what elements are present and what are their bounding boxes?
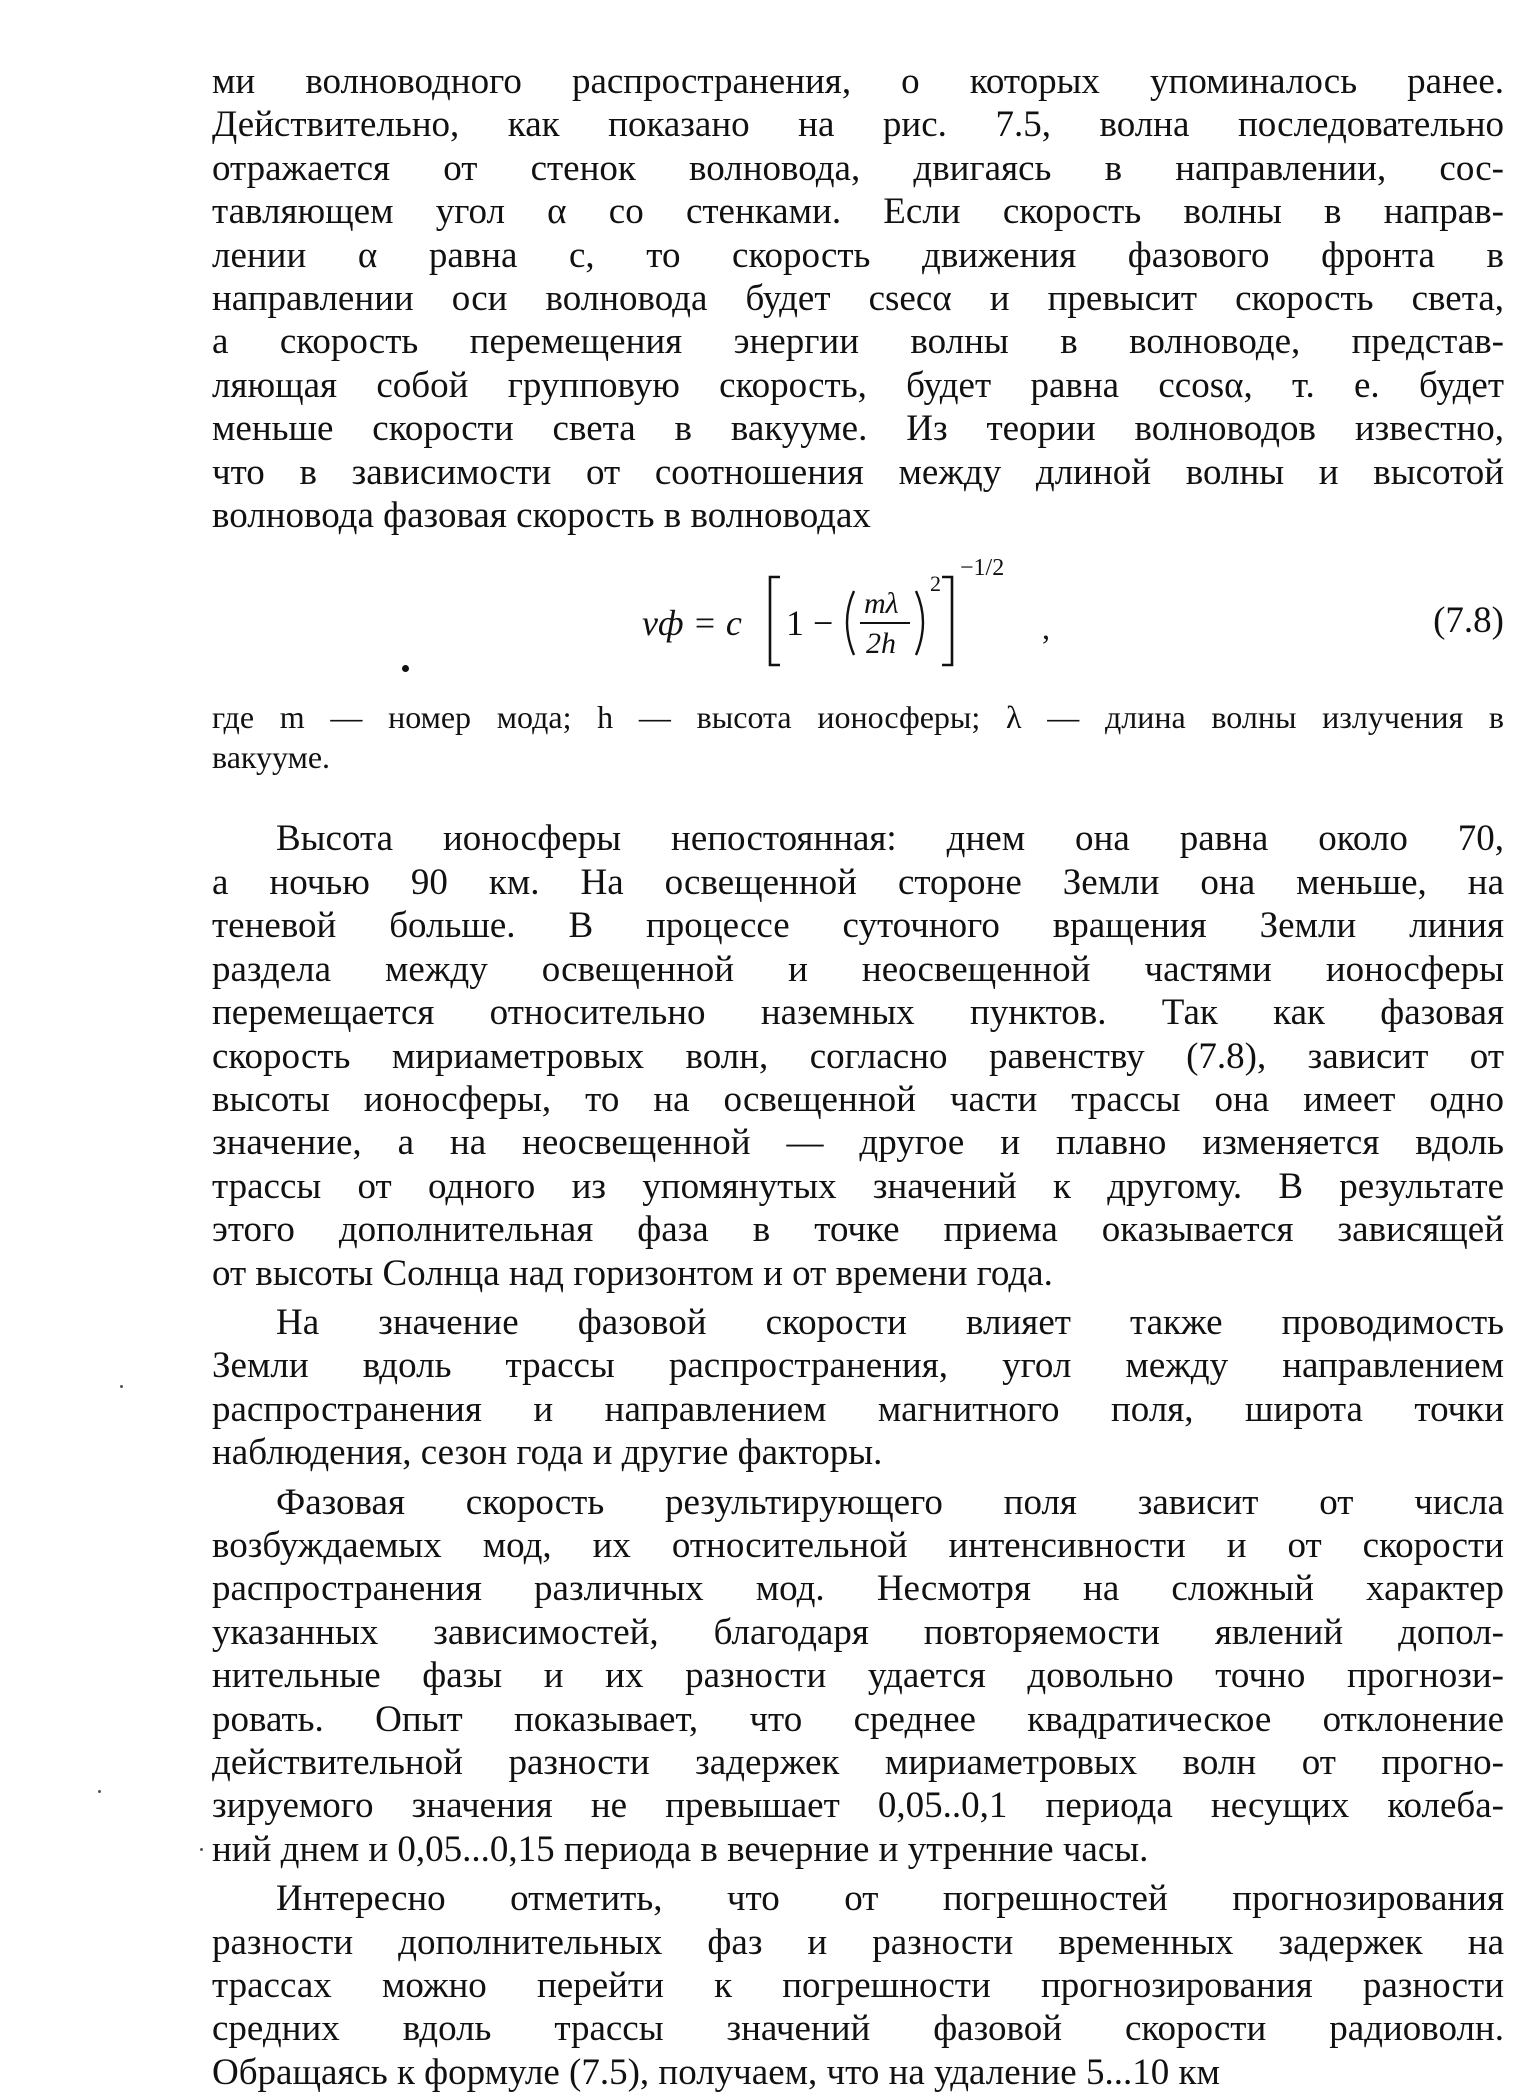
paragraph-legend (212, 697, 1504, 777)
formula-inner-exponent: 2 (930, 571, 941, 597)
paragraph-resulting-field (212, 1481, 1504, 1872)
equation-7-8 (212, 547, 1504, 697)
equation-number: (7.8) (1433, 600, 1504, 642)
formula-one-minus: 1 − (786, 603, 834, 644)
text-line: что в зависимости от соотношения между длиной волны и высотой (212, 451, 1504, 493)
text-line: распространения и направлением магнитного поля, широта точки (212, 1388, 1504, 1430)
paragraph-ionosphere-height (212, 817, 1504, 1294)
phase-velocity-formula (642, 547, 1102, 697)
text-line: Высота ионосферы непостоянная: днем она равна около 70, (276, 818, 1504, 860)
text-line: а ночью 90 км. На освещенной стороне Земли она меньше, на (212, 861, 1504, 903)
text-line: лении α равна c, то скорость движения фазового фронта в (212, 234, 1504, 276)
text-line: На значение фазовой скорости влияет также проводимость (276, 1301, 1504, 1343)
text-line: наблюдения, сезон года и другие факторы. (212, 1432, 883, 1474)
text-line: этого дополнительная фаза в точке приема оказывается зависящей (212, 1209, 1504, 1251)
text-line: Фазовая скорость результирующего поля зависит от числа (276, 1481, 1504, 1523)
text-line: Обращаясь к формуле (7.5), получаем, что на удаление 5...10 км (212, 2051, 1220, 2093)
paragraph-prediction-errors (212, 1877, 1504, 2094)
text-line: распространения различных мод. Несмотря на сложный характер (212, 1568, 1504, 1610)
text-line: действительной разности задержек мириаметровых волн от прогно- (212, 1742, 1504, 1783)
text-line: нительные фазы и их разности удается довольно точно прогнози- (212, 1655, 1504, 1697)
text-line: направлении оси волновода будет csecα и превысит скорость света, (212, 278, 1504, 320)
text-line: перемещается относительно наземных пунктов. Так как фазовая (212, 992, 1504, 1034)
text-line: трассах можно перейти к погрешности прогнозирования разности (212, 1965, 1504, 2007)
text-line: средних вдоль трассы значений фазовой скорости радиоволн. (212, 2008, 1504, 2050)
right-bracket (942, 577, 952, 665)
text-line: зируемого значения не превышает 0,05..0,1 периода несущих колеба- (212, 1785, 1504, 1827)
text-line: ровать. Опыт показывает, что среднее квадратическое отклонение (212, 1698, 1504, 1740)
text-line: а скорость перемещения энергии волны в волноводе, представ- (212, 321, 1504, 363)
formula-lhs: vф = c (642, 603, 742, 644)
text-line: волновода фазовая скорость в волноводах (212, 495, 871, 537)
text-line: отражается от стенок волновода, двигаясь в направлении, сос- (212, 147, 1504, 189)
print-speck (402, 665, 409, 672)
right-paren (916, 591, 923, 655)
formula-denominator: 2h (866, 627, 896, 661)
left-paren (847, 591, 854, 655)
text-line: указанных зависимостей, благодаря повторяемости явлений допол- (212, 1611, 1504, 1653)
text-line: ляющая собой групповую скорость, будет равна ccosα, т. е. будет (212, 364, 1504, 406)
text-line: ний днем и 0,05...0,15 периода в вечерние и утренние часы. (212, 1828, 1149, 1870)
text-line: раздела между освещенной и неосвещенной частями ионосферы (212, 948, 1504, 990)
text-line: меньше скорости света в вакууме. Из теории волноводов известно, (212, 408, 1504, 450)
formula-numerator: mλ (864, 587, 899, 621)
paragraph-waveguide (212, 60, 1504, 537)
text-line: высоты ионосферы, то на освещенной части трассы она имеет одно (212, 1078, 1504, 1120)
text-line: трассы от одного из упомянутых значений к другому. В результате (212, 1165, 1504, 1207)
paragraph-conductivity (212, 1301, 1504, 1475)
text-line: вакууме. (212, 739, 331, 776)
text-line: тавляющем угол α со стенками. Если скорость волны в направ- (212, 191, 1504, 233)
text-line: ми волноводного распространения, о которых упоминалось ранее. (212, 61, 1504, 102)
text-line: Земли вдоль трассы распространения, угол между направлением (212, 1345, 1504, 1387)
formula-comma: , (1042, 610, 1050, 647)
margin-speck (98, 1790, 101, 1793)
text-line: возбуждаемых мод, их относительной интенсивности и от скорости (212, 1524, 1504, 1566)
text-line: разности дополнительных фаз и разности временных задержек на (212, 1921, 1504, 1963)
text-line: скорость мириаметровых волн, согласно равенству (7.8), зависит от (212, 1035, 1504, 1077)
text-line: Действительно, как показано на рис. 7.5, волна последовательно (212, 104, 1504, 146)
margin-speck (120, 1385, 123, 1388)
text-line: значение, а на неосвещенной — другое и плавно изменяется вдоль (212, 1122, 1504, 1164)
left-bracket (770, 577, 780, 665)
text-line: от высоты Солнца над горизонтом и от времени года. (212, 1252, 1053, 1294)
text-line: где m — номер мода; h — высота ионосферы; λ — длина волны излучения в (212, 699, 1504, 736)
page-text (212, 60, 1504, 2094)
formula-outer-exponent: −1/2 (960, 555, 1005, 582)
margin-speck (200, 1848, 203, 1851)
text-line: теневой больше. В процессе суточного вращения Земли линия (212, 905, 1504, 947)
text-line: Интересно отметить, что от погрешностей прогнозирования (276, 1878, 1504, 1920)
